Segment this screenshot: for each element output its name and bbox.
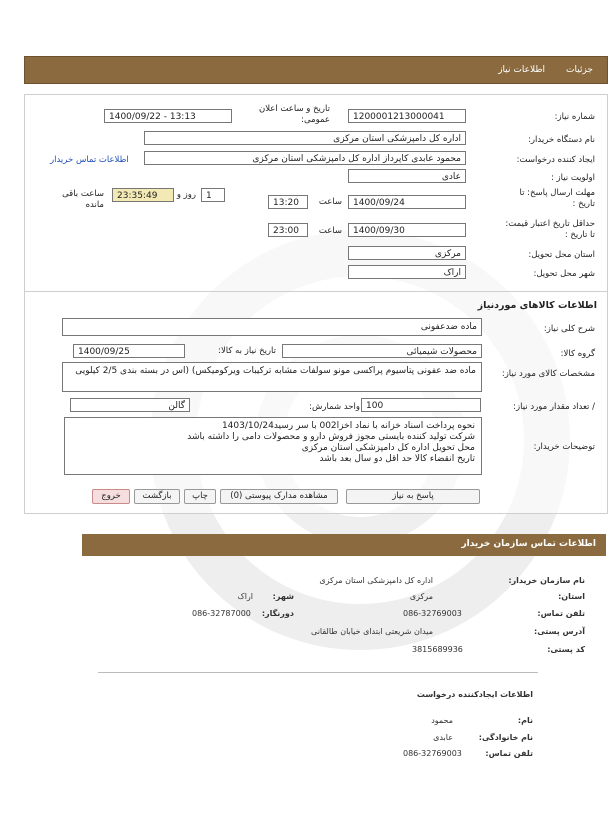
contact-section-header xyxy=(82,534,606,556)
price-validity-label: حداقل تاریخ اعتبار قیمت: تا تاریخ : xyxy=(505,219,595,240)
back-button[interactable]: بازگشت xyxy=(134,489,180,504)
contact-fax-label: دورنگار: xyxy=(261,609,294,618)
announce-label: تاریخ و ساعت اعلان عمومی: xyxy=(258,104,330,125)
tab-details[interactable]: جزئیات xyxy=(566,65,593,75)
need-date-label: تاریخ نیاز به کالا: xyxy=(218,346,276,356)
creator-phone-value: 086-32769003 xyxy=(403,749,462,758)
summary-field: ماده ضدعفونی xyxy=(62,318,482,336)
unit-field: گالن xyxy=(70,398,190,412)
top-tab-bar xyxy=(24,56,608,84)
note-line: محل تحویل اداره کل دامپزشکی استان مرکزی xyxy=(301,443,475,453)
days-label: روز و xyxy=(176,190,196,200)
contact-city-label: شهر: xyxy=(272,592,294,601)
province-label: استان محل تحویل: xyxy=(528,250,595,260)
reply-time-label: ساعت xyxy=(318,197,342,207)
reply-deadline-label: مهلت ارسال پاسخ: تا تاریخ : xyxy=(519,188,595,209)
attachments-button[interactable]: مشاهده مدارک پیوستی (0) xyxy=(220,489,338,504)
creator-phone-label: تلفن تماس: xyxy=(485,749,533,758)
qty-label: / تعداد مقدار مورد نیاز: xyxy=(513,402,595,412)
province-field: مرکزی xyxy=(348,246,466,260)
creator-field: محمود عابدی کاپرداز اداره کل دامپزشکی استان مرکزی xyxy=(144,151,466,165)
days-field: 1 xyxy=(201,188,225,202)
contact-address-label: آدرس پستی: xyxy=(534,627,585,636)
section-divider xyxy=(24,291,608,292)
qty-field: 100 xyxy=(361,398,481,412)
buyer-org-label: نام دستگاه خریدار: xyxy=(528,135,595,145)
announce-field: 1400/09/22 - 13:13 xyxy=(104,109,232,123)
note-line: تاریخ انقضاء کالا حد اقل دو سال بعد باشد xyxy=(319,454,475,464)
buyer-notes-label: توضیحات خریدار: xyxy=(533,442,595,452)
group-label: گروه کالا: xyxy=(560,349,595,359)
contact-org-label: نام سازمان خریدار: xyxy=(508,576,585,585)
tab-need-info[interactable]: اطلاعات نیاز xyxy=(498,65,545,75)
need-number-label: شماره نیاز: xyxy=(554,112,595,122)
buyer-org-field: اداره کل دامپزشکی استان مرکزی xyxy=(144,131,466,145)
contact-city-value: اراک xyxy=(237,592,253,601)
price-validity-time-label: ساعت xyxy=(318,226,342,236)
contact-fax-value: 086-32787000 xyxy=(192,609,251,618)
contact-province-label: استان: xyxy=(558,592,585,601)
note-line: نحوه پرداخت اسناد خزانه با نماد اخزا002 با سر رسید1403/10/24 xyxy=(221,421,475,431)
summary-label: شرح کلی نیاز: xyxy=(543,324,595,334)
buyer-contact-link[interactable]: اطلاعات تماس خریدار xyxy=(50,155,129,165)
contact-province-value: مرکزی xyxy=(409,592,433,601)
reply-date-field: 1400/09/24 xyxy=(348,195,466,209)
goods-section-title: اطلاعات کالاهای موردنیاز xyxy=(477,300,597,311)
group-field: محصولات شیمیائی xyxy=(282,344,482,358)
need-number-field: 1200001213000041 xyxy=(348,109,466,123)
contact-address-value: میدان شریعتی ابتدای خیابان طالقانی xyxy=(311,627,433,636)
priority-label: اولویت نیاز : xyxy=(550,173,595,183)
contact-postal-value: 3815689936 xyxy=(412,645,463,654)
creator-label: ایجاد کننده درخواست: xyxy=(516,155,595,165)
city-label: شهر محل تحویل: xyxy=(533,269,595,279)
creator-info-title: اطلاعات ایجادکننده درخواست xyxy=(416,690,533,699)
reply-time-field: 13:20 xyxy=(268,195,308,209)
need-date-field: 1400/09/25 xyxy=(73,344,185,358)
spec-label: مشخصات کالای مورد نیاز: xyxy=(501,369,595,379)
price-validity-time-field: 23:00 xyxy=(268,223,308,237)
creator-name-value: محمود xyxy=(431,716,453,725)
print-button[interactable]: چاپ xyxy=(184,489,216,504)
contact-phone-value: 086-32769003 xyxy=(403,609,462,618)
contact-phone-label: تلفن تماس: xyxy=(537,609,585,618)
reply-button[interactable]: پاسخ به نیاز xyxy=(346,489,480,504)
contact-postal-label: کد پستی: xyxy=(547,645,585,654)
creator-name-label: نام: xyxy=(517,716,533,725)
creator-family-label: نام خانوادگی: xyxy=(478,733,533,742)
buyer-notes-field xyxy=(64,417,482,475)
remaining-label: ساعت باقی مانده xyxy=(62,189,104,210)
creator-family-value: عابدی xyxy=(433,733,453,742)
remaining-time-field: 23:35:49 xyxy=(112,188,174,202)
price-validity-date-field: 1400/09/30 xyxy=(348,223,466,237)
note-line: شرکت تولید کننده بایستی مجوز فروش دارو و محصولات دامی را داشته باشد xyxy=(187,432,475,442)
city-field: اراک xyxy=(348,265,466,279)
unit-label: واحد شمارش: xyxy=(309,402,360,412)
priority-field: عادی xyxy=(348,169,466,183)
exit-button[interactable]: خروج xyxy=(92,489,130,504)
contact-org-value: اداره کل دامپزشکی استان مرکزی xyxy=(319,576,433,585)
contact-divider xyxy=(98,672,538,673)
contact-section-title: اطلاعات تماس سازمان خریدار xyxy=(461,539,596,549)
spec-field: ماده ضد عفونی پتاسیوم پراکسی مونو سولفات مشابه ترکیبات ویرکومیکس) (اس در بسته بندی 2/5 کیلویی xyxy=(62,362,482,392)
